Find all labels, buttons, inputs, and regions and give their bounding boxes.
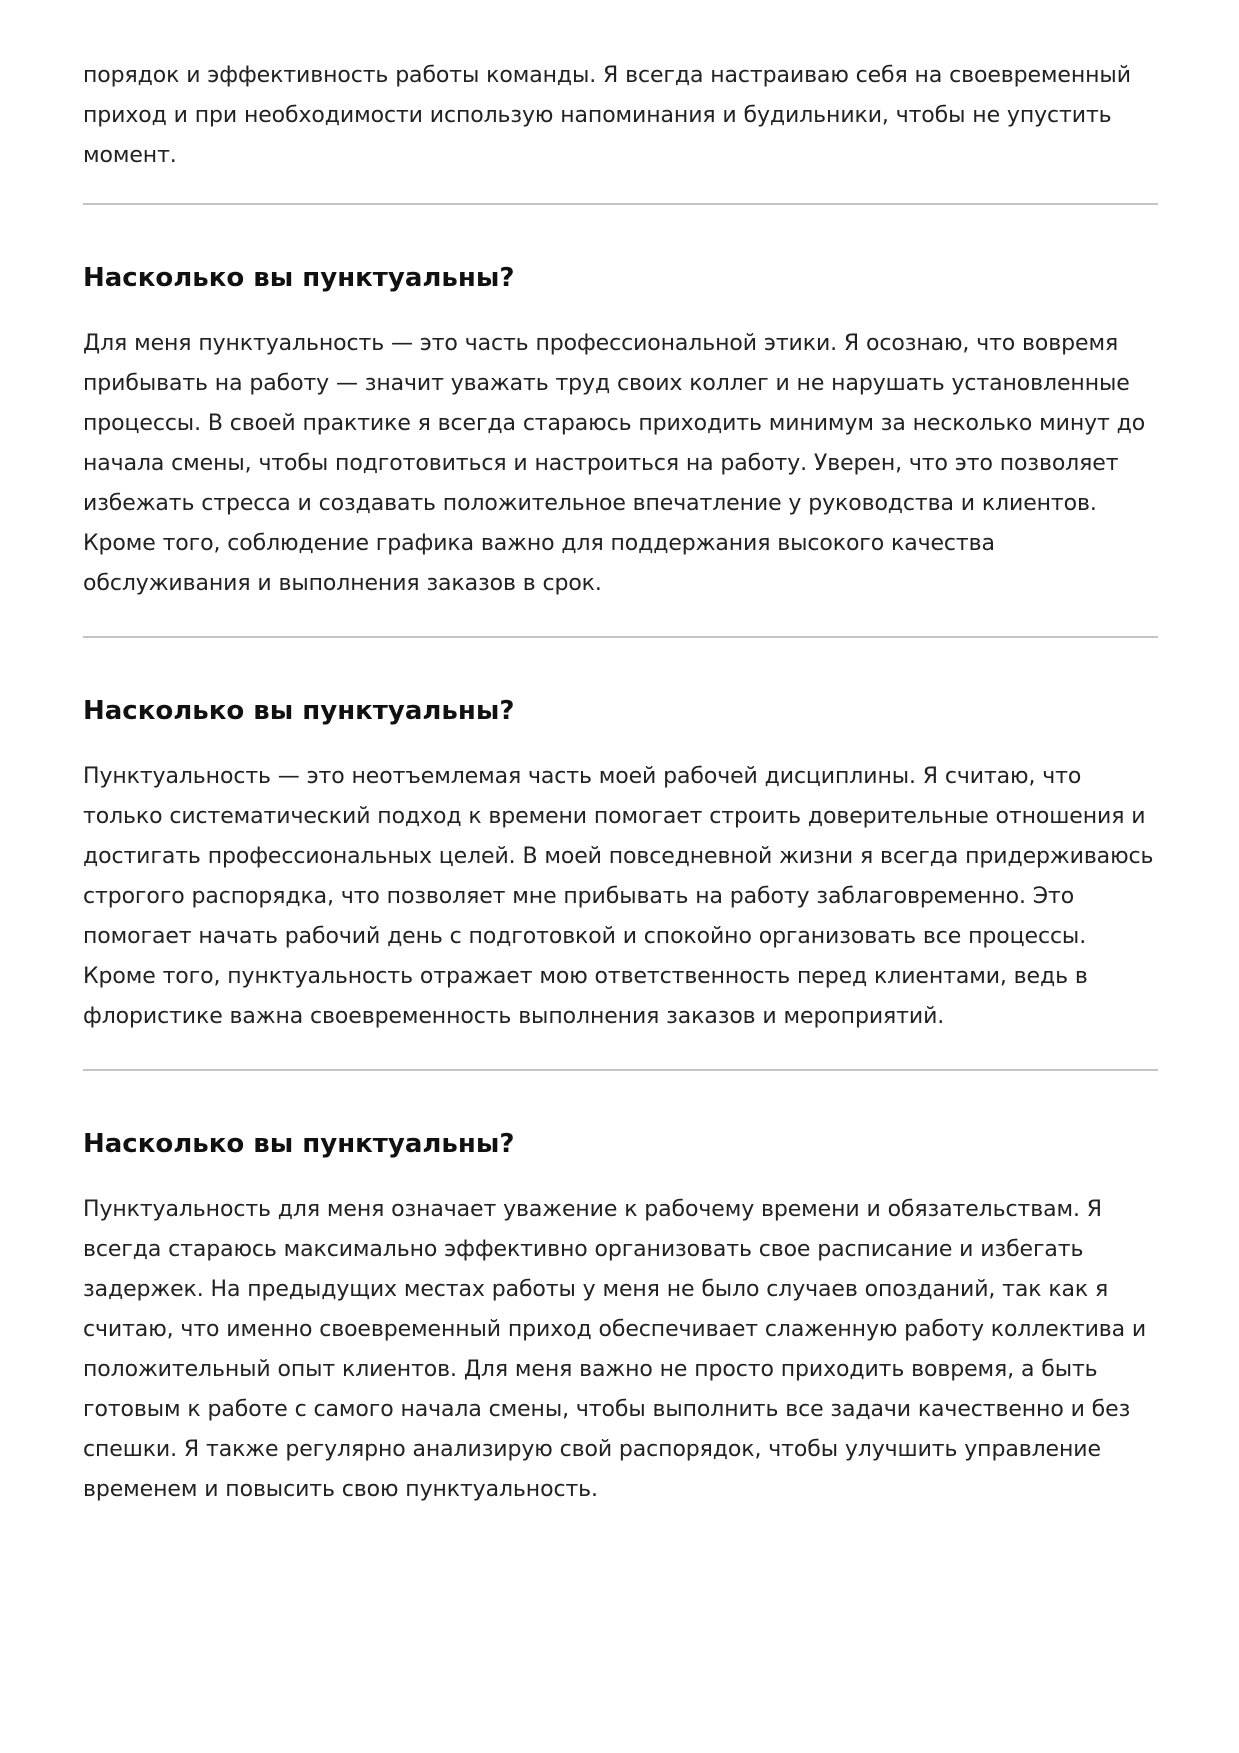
intro-paragraph: порядок и эффективность работы команды. Я всегда настраиваю себя на своевременный приход и при необходимости использую напоминания и будильники, чтобы не упустить момент. [83, 63, 1131, 168]
section-title: Насколько вы пунктуальны? [83, 696, 515, 726]
section-paragraph: Пунктуальность — это неотъемлемая часть моей рабочей дисциплины. Я считаю, что только систематический подход к времени помогает строить доверительные отношения и достигать профессиональных целей. В моей повседневной жизни я всегда придерживаюсь строгого распорядка, что позволяет мне прибывать на работу заблаговременно. Это помогает начать рабочий день с подготовкой и спокойно организовать все процессы. Кроме того, пунктуальность отражает мою ответственность перед клиентами, ведь в флористике важна своевременность выполнения заказов и мероприятий. [83, 764, 1154, 1029]
section-divider [83, 1069, 1158, 1071]
section-punctuality-1 [83, 260, 1158, 604]
section-punctuality-2 [83, 693, 1158, 1037]
section-title: Насколько вы пунктуальны? [83, 263, 515, 293]
section-paragraph: Для меня пунктуальность — это часть профессиональной этики. Я осознаю, что вовремя прибывать на работу — значит уважать труд своих коллег и не нарушать установленные процессы. В своей практике я всегда стараюсь приходить минимум за несколько минут до начала смены, чтобы подготовиться и настроиться на работу. Уверен, что это позволяет избежать стресса и создавать положительное впечатление у руководства и клиентов. Кроме того, соблюдение графика важно для поддержания высокого качества обслуживания и выполнения заказов в срок. [83, 331, 1146, 596]
section-divider [83, 203, 1158, 205]
section-paragraph: Пунктуальность для меня означает уважение к рабочему времени и обязательствам. Я всегда стараюсь максимально эффективно организовать свое расписание и избегать задержек. На предыдущих местах работы у меня не было случаев опозданий, так как я считаю, что именно своевременный приход обеспечивает слаженную работу коллектива и положительный опыт клиентов. Для меня важно не просто приходить вовремя, а быть готовым к работе с самого начала смены, чтобы выполнить все задачи качественно и без спешки. Я также регулярно анализирую свой распорядок, чтобы улучшить управление временем и повысить свою пунктуальность. [83, 1197, 1147, 1502]
section-punctuality-3 [83, 1126, 1158, 1510]
section-divider [83, 636, 1158, 638]
section-title: Насколько вы пунктуальны? [83, 1129, 515, 1159]
